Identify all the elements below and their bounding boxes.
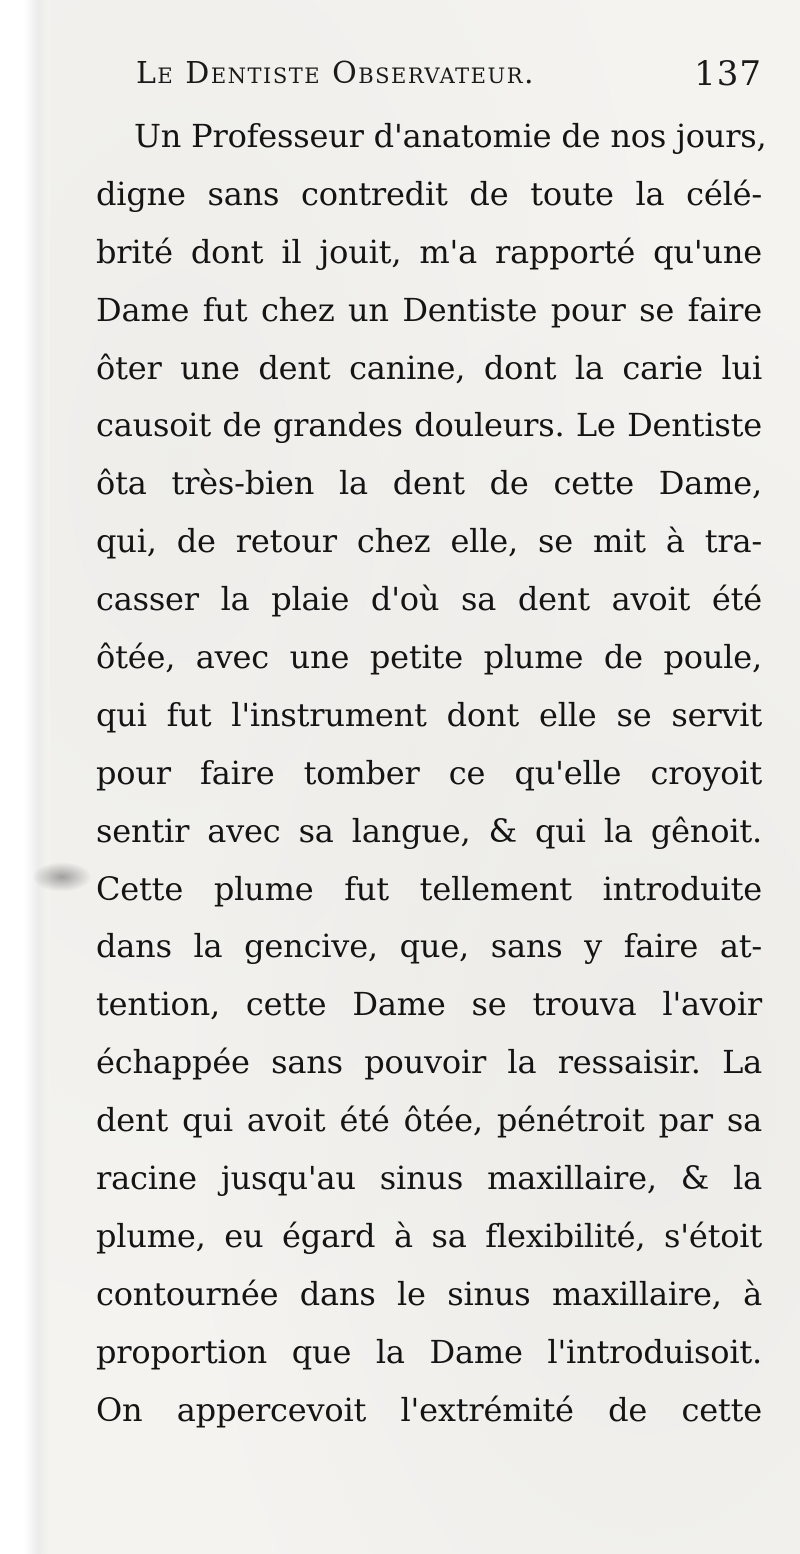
text-line: proportion que la Dame l'introduisoit. xyxy=(96,1332,762,1371)
text-line: On appercevoit l'extrémité de cette xyxy=(96,1390,762,1429)
text-line: Un Professeur d'anatomie de nos jours, xyxy=(134,117,767,155)
text-line: Dame fut chez un Dentiste pour se faire xyxy=(96,290,762,329)
text-line: sentir avec sa langue, & qui la gênoit. xyxy=(96,811,762,850)
text-line: dans la gencive, que, sans y faire at- xyxy=(96,927,762,966)
text-line: ôter une dent canine, dont la carie lui xyxy=(96,348,762,387)
text-line: contournée dans le sinus maxillaire, à xyxy=(96,1274,762,1313)
text-line: qui fut l'instrument dont elle se servit xyxy=(96,695,762,734)
page-number: 137 xyxy=(694,54,762,94)
page-gutter-shadow xyxy=(24,0,50,1554)
ink-smudge xyxy=(32,862,92,892)
text-line: pour faire tomber ce qu'elle croyoit xyxy=(96,753,762,792)
text-line: causoit de grandes douleurs. Le Dentiste xyxy=(96,406,762,445)
text-line: dent qui avoit été ôtée, pénétroit par sa xyxy=(96,1101,762,1140)
text-line: casser la plaie d'où sa dent avoit été xyxy=(96,580,762,619)
text-line: digne sans contredit de toute la célé- xyxy=(96,174,762,213)
text-line: échappée sans pouvoir la ressaisir. La xyxy=(96,1043,762,1082)
text-line: ôta très-bien la dent de cette Dame, xyxy=(96,464,762,503)
running-head-title: Le Dentiste Observateur. xyxy=(136,56,536,91)
text-line: plume, eu égard à sa flexibilité, s'étoit xyxy=(96,1216,762,1255)
body-text xyxy=(96,108,767,1439)
text-line: Cette plume fut tellement introduite xyxy=(96,869,762,908)
text-line: ôtée, avec une petite plume de poule, xyxy=(96,638,762,677)
text-line: racine jusqu'au sinus maxillaire, & la xyxy=(96,1159,762,1198)
text-line: tention, cette Dame se trouva l'avoir xyxy=(96,985,762,1024)
running-head xyxy=(136,52,762,100)
book-page xyxy=(24,0,800,1554)
text-line: brité dont il jouit, m'a rapporté qu'une xyxy=(96,232,762,271)
text-line: qui, de retour chez elle, se mit à tra- xyxy=(96,522,762,561)
